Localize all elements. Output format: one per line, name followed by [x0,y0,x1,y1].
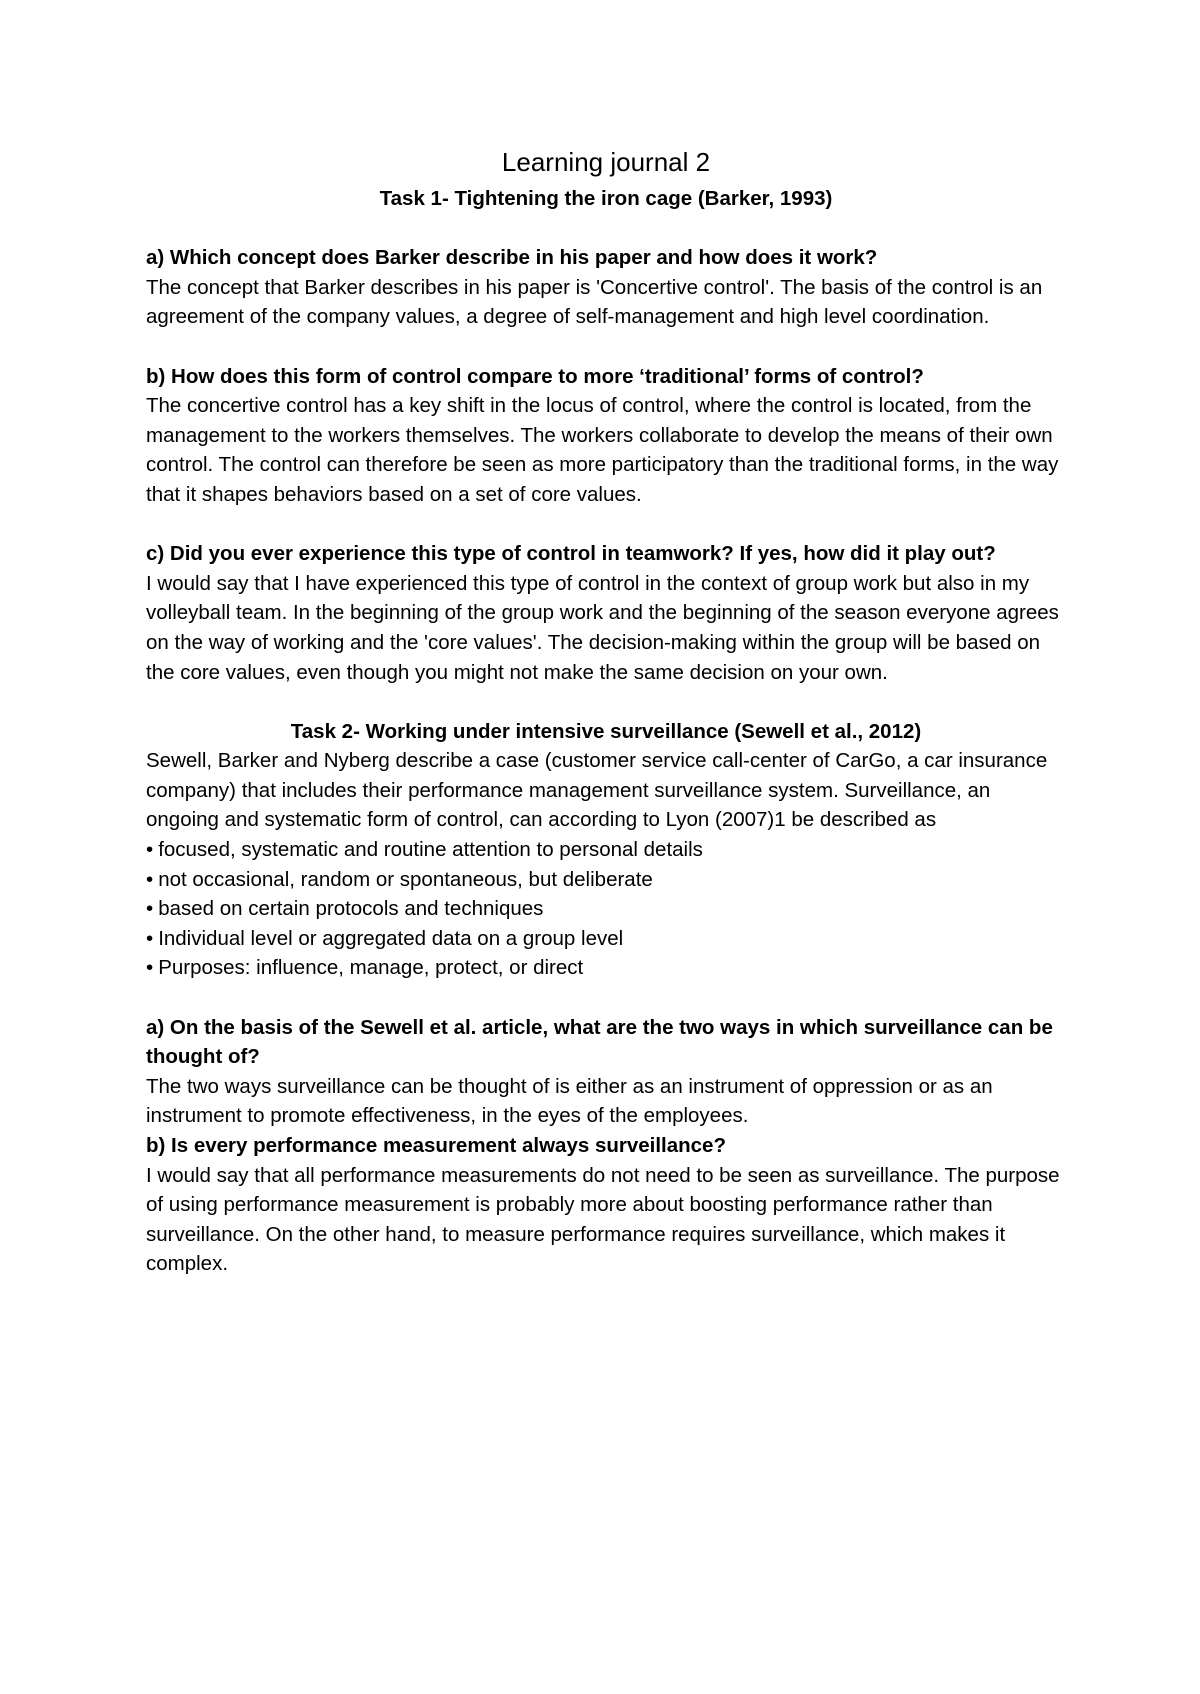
task1-question-b: b) How does this form of control compare to more ‘traditional’ forms of control? [146,364,924,388]
bullet-icon: • [146,897,154,921]
task1-answer-a: The concept that Barker describes in his paper is 'Concertive control'. The basis of the control is an agreement of the company values, a degree of self-management and high level coordination. [146,275,1043,329]
spacer [146,687,1066,717]
bullet-icon: • [146,838,154,862]
task1-heading: Task 1- Tightening the iron cage (Barker, 1993) [379,187,833,210]
bullet-text: Purposes: influence, manage, protect, or direct [158,956,584,980]
task2-answer-b: I would say that all performance measurements do not need to be seen as surveillance. The purpose of using performance measurement is probably more about boosting performance rather than surveillance. On the other hand, to measure performance requires surveillance, which makes it complex. [146,1163,1060,1276]
task2-intro: Sewell, Barker and Nyberg describe a case (customer service call-center of CarGo, a car insurance company) that includes their performance management surveillance system. Surveillance, an ongoing and systematic form of control, can according to Lyon (2007)1 be described as [146,749,1048,832]
spacer [146,510,1066,540]
task2-question-a: a) On the basis of the Sewell et al. article, what are the two ways in which surveillance can be thought of? [146,1015,1053,1069]
list-item [146,924,1066,954]
list-item [146,865,1066,895]
task1-answer-c: I would say that I have experienced this type of control in the context of group work but also in my volleyball team. In the beginning of the group work and the beginning of the season everyone agrees on the way of working and the 'core values'. The decision-making within the group will be based on the core values, even though you might not make the same decision on your own. [146,571,1059,684]
surveillance-bullet-list [146,835,1066,983]
task2-heading: Task 2- Working under intensive surveillance (Sewell et al., 2012) [290,719,922,743]
bullet-icon: • [146,956,154,980]
spacer [146,214,1066,244]
document-page [146,140,1066,1279]
task2-answer-a: The two ways surveillance can be thought of is either as an instrument of oppression or as an instrument to promote effectiveness, in the eyes of the employees. [146,1074,993,1128]
spacer [146,983,1066,1013]
list-item [146,953,1066,983]
list-item [146,894,1066,924]
task1-question-c: c) Did you ever experience this type of control in teamwork? If yes, how did it play out? [146,542,996,566]
bullet-text: Individual level or aggregated data on a group level [158,926,624,950]
bullet-icon: • [146,867,154,891]
task1-answer-b: The concertive control has a key shift in the locus of control, where the control is located, from the management to the workers themselves. The workers collaborate to develop the means of their own control. The control can therefore be seen as more participatory than the traditional forms, in the way that it shapes behaviors based on a set of core values. [146,394,1059,506]
bullet-text: focused, systematic and routine attention to personal details [158,838,703,862]
list-item [146,835,1066,865]
bullet-icon: • [146,926,154,950]
task2-question-b: b) Is every performance measurement always surveillance? [146,1134,726,1157]
task1-question-a: a) Which concept does Barker describe in his paper and how does it work? [146,246,878,270]
bullet-text: based on certain protocols and techniques [158,897,544,921]
spacer [146,332,1066,362]
document-title: Learning journal 2 [501,147,711,177]
bullet-text: not occasional, random or spontaneous, but deliberate [158,867,653,891]
